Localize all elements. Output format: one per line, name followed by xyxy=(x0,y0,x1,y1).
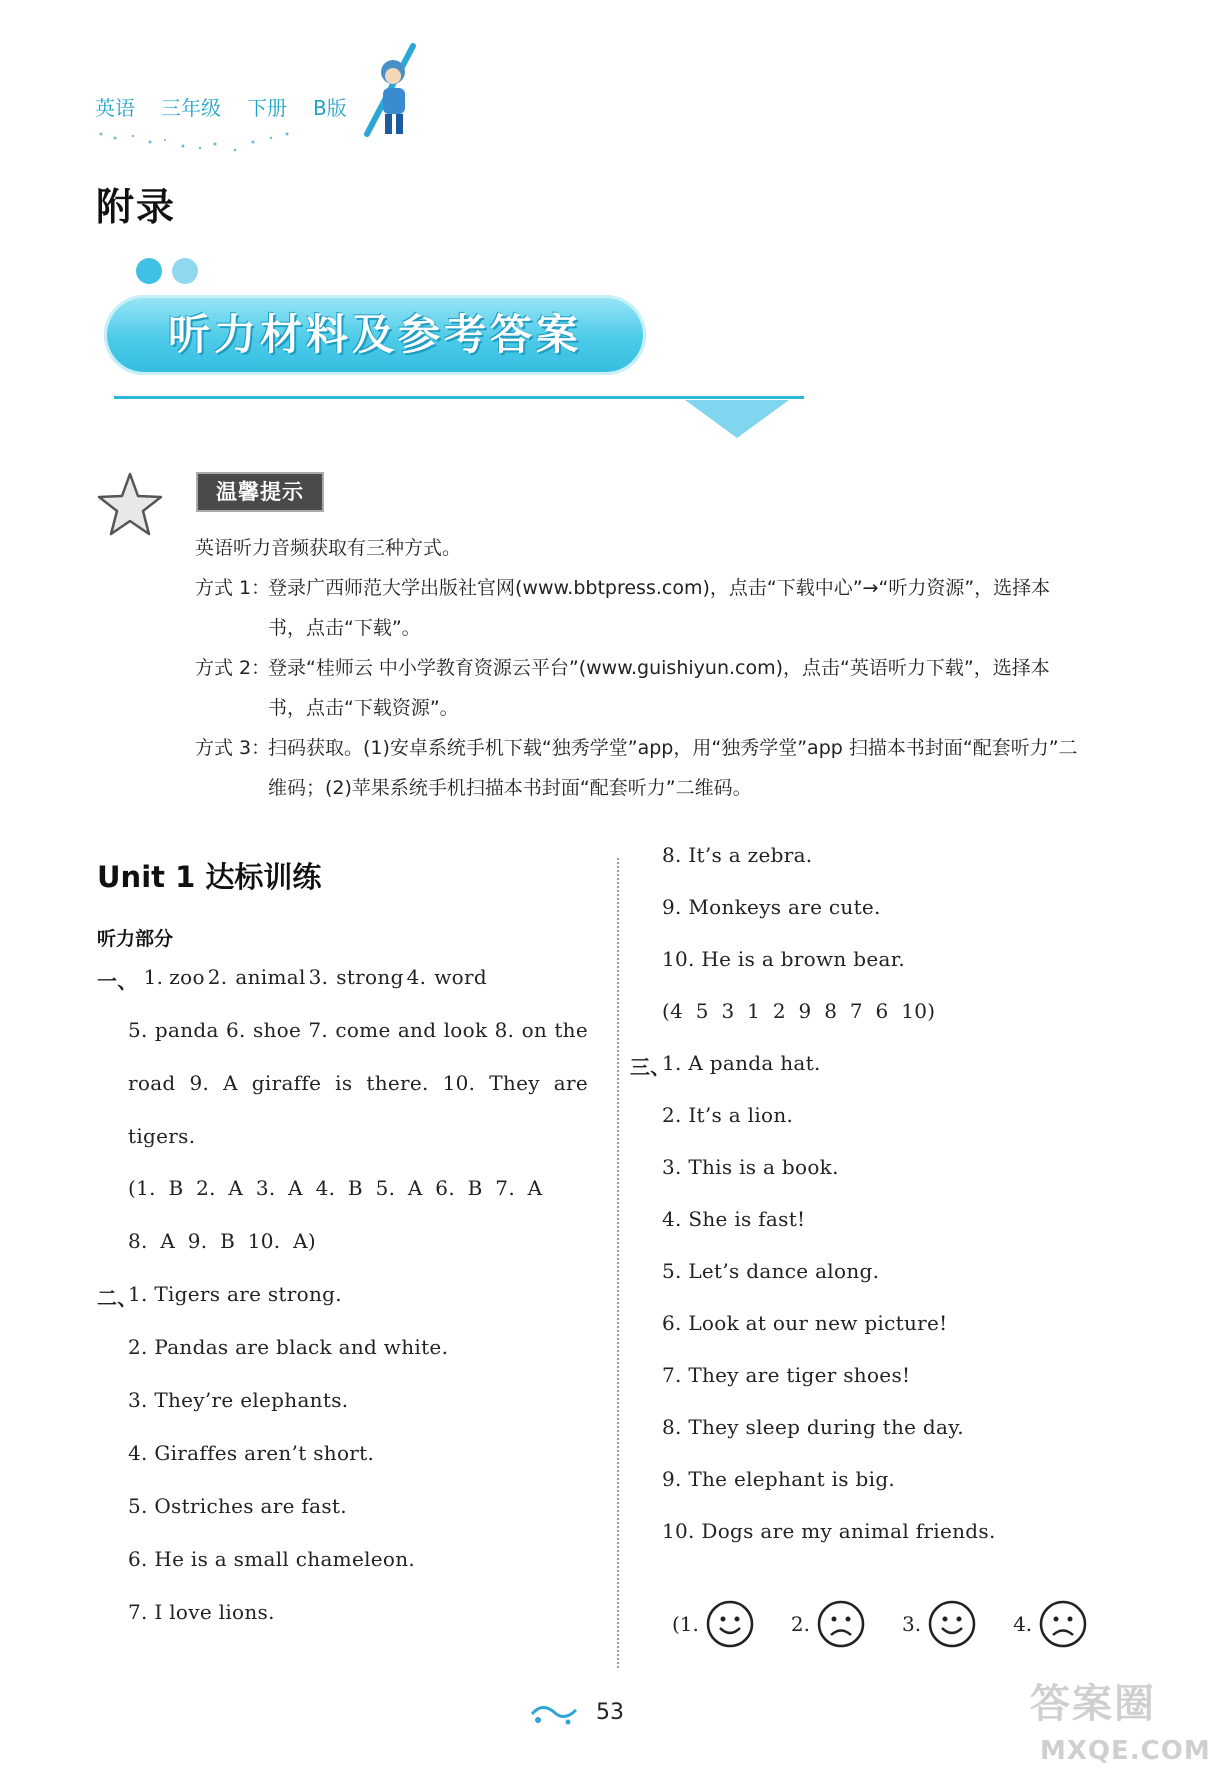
decoration-bubble xyxy=(172,258,198,284)
method-3-label: 方式 3： xyxy=(195,737,271,759)
section-1-row-2: 5. panda 6. shoe 7. come and look 8. on the xyxy=(128,1018,588,1042)
section-3-item: 7. They are tiger shoes! xyxy=(662,1363,911,1387)
section-3-item: 3. This is a book. xyxy=(662,1155,839,1179)
item-word: zoo xyxy=(169,965,205,989)
volume-label: 下册 xyxy=(247,95,287,120)
unit-title: Unit 1 达标训练 xyxy=(97,860,322,894)
face-label: 4. xyxy=(1013,1612,1033,1636)
section-1-answers-1: (1. B 2. A 3. A 4. B 5. A 6. B 7. A xyxy=(128,1176,543,1200)
item-number: 3. xyxy=(308,965,329,989)
item-word: animal xyxy=(235,965,306,989)
banner-title: 听力材料及参考答案 xyxy=(167,310,582,359)
item-word: word xyxy=(434,965,487,989)
section-3-item: 8. They sleep during the day. xyxy=(662,1415,964,1439)
section-1-row-4: tigers. xyxy=(128,1124,196,1148)
pencil-kid-illustration xyxy=(355,42,425,142)
header-dots-decoration xyxy=(95,128,295,158)
decoration-bubble xyxy=(136,258,162,284)
section-3-item: 9. The elephant is big. xyxy=(662,1467,896,1491)
face-label: 3. xyxy=(901,1612,922,1636)
section-2-item: 9. Monkeys are cute. xyxy=(662,895,881,919)
section-1-row-3: road 9. A giraffe is there. 10. They are xyxy=(128,1071,588,1095)
section-2-item: 4. Giraffes aren’t short. xyxy=(128,1441,375,1465)
face-label: 2. xyxy=(790,1612,810,1636)
section-1-marker: 一、 xyxy=(97,969,138,993)
section-3-item: 2. It’s a lion. xyxy=(662,1103,794,1127)
section-3-marker: 三、 xyxy=(630,1055,671,1079)
method-1-line-2: 书，点击“下载”。 xyxy=(268,617,421,639)
method-1-label: 方式 1： xyxy=(195,577,271,599)
item-number: 2. xyxy=(207,965,228,989)
section-1-row-1 xyxy=(97,965,607,994)
section-2-item: 10. He is a brown bear. xyxy=(662,947,906,971)
item-number: 1. xyxy=(143,965,164,989)
grade-label: 三年级 xyxy=(161,95,221,120)
sad-face-icon xyxy=(816,1599,866,1649)
subject-label: 英语 xyxy=(95,95,135,120)
star-icon xyxy=(95,470,165,540)
section-2-item: 3. They’re elephants. xyxy=(128,1388,349,1412)
column-divider xyxy=(617,858,619,1668)
banner-underline xyxy=(114,396,804,399)
item-word: strong xyxy=(336,965,404,989)
section-2-item: 1. Tigers are strong. xyxy=(128,1282,342,1306)
section-2-order-answer: (4 5 3 1 2 9 8 7 6 10) xyxy=(662,999,936,1023)
page-number: 53 xyxy=(596,1700,624,1725)
section-3-item: 6. Look at our new picture! xyxy=(662,1311,948,1335)
section-2-item: 2. Pandas are black and white. xyxy=(128,1335,449,1359)
banner-triangle-decoration xyxy=(685,400,789,438)
watermark-logo: 答案圈 xyxy=(1030,1681,1156,1727)
section-2-item: 8. It’s a zebra. xyxy=(662,843,813,867)
face-label: (1. xyxy=(672,1612,699,1636)
sad-face-icon xyxy=(1038,1599,1088,1649)
happy-face-icon xyxy=(927,1599,977,1649)
method-3-line-1: 扫码获取。(1)安卓系统手机下载“独秀学堂”app，用“独秀学堂”app 扫描本书封面“配套听力”二 xyxy=(268,737,1078,759)
happy-face-icon xyxy=(705,1599,755,1649)
item-number: 4. xyxy=(406,965,427,989)
method-2-line-2: 书，点击“下载资源”。 xyxy=(268,697,459,719)
section-2-item: 6. He is a small chameleon. xyxy=(128,1547,416,1571)
tip-label: 温馨提示 xyxy=(196,472,324,512)
section-1-answers-2: 8. A 9. B 10. A) xyxy=(128,1229,316,1253)
appendix-title: 附录 xyxy=(96,185,177,229)
listening-section-title: 听力部分 xyxy=(97,928,174,950)
method-3-line-2: 维码；(2)苹果系统手机扫描本书封面“配套听力”二维码。 xyxy=(268,777,752,799)
method-2-line-1: 登录“桂师云 中小学教育资源云平台”(www.guishiyun.com)，点击“英语听力下载”，选择本 xyxy=(268,657,1050,679)
watermark-url: MXQE.COM xyxy=(1040,1736,1211,1766)
section-3-item: 1. A panda hat. xyxy=(662,1051,821,1075)
book-header xyxy=(95,86,347,126)
section-3-item: 4. She is fast! xyxy=(662,1207,806,1231)
face-answers-row xyxy=(672,1596,1088,1652)
method-2-label: 方式 2： xyxy=(195,657,271,679)
section-3-item: 5. Let’s dance along. xyxy=(662,1259,880,1283)
section-2-marker: 二、 xyxy=(97,1286,138,1310)
section-2-item: 5. Ostriches are fast. xyxy=(128,1494,347,1518)
edition-label: B版 xyxy=(313,95,347,120)
page-number-ornament-icon xyxy=(528,1700,592,1728)
method-1-line-1: 登录广西师范大学出版社官网(www.bbtpress.com)，点击“下载中心”→“听力资源”，选择本 xyxy=(268,577,1051,599)
tip-intro: 英语听力音频获取有三种方式。 xyxy=(195,537,462,559)
section-2-item: 7. I love lions. xyxy=(128,1600,275,1624)
section-3-item: 10. Dogs are my animal friends. xyxy=(662,1519,996,1543)
